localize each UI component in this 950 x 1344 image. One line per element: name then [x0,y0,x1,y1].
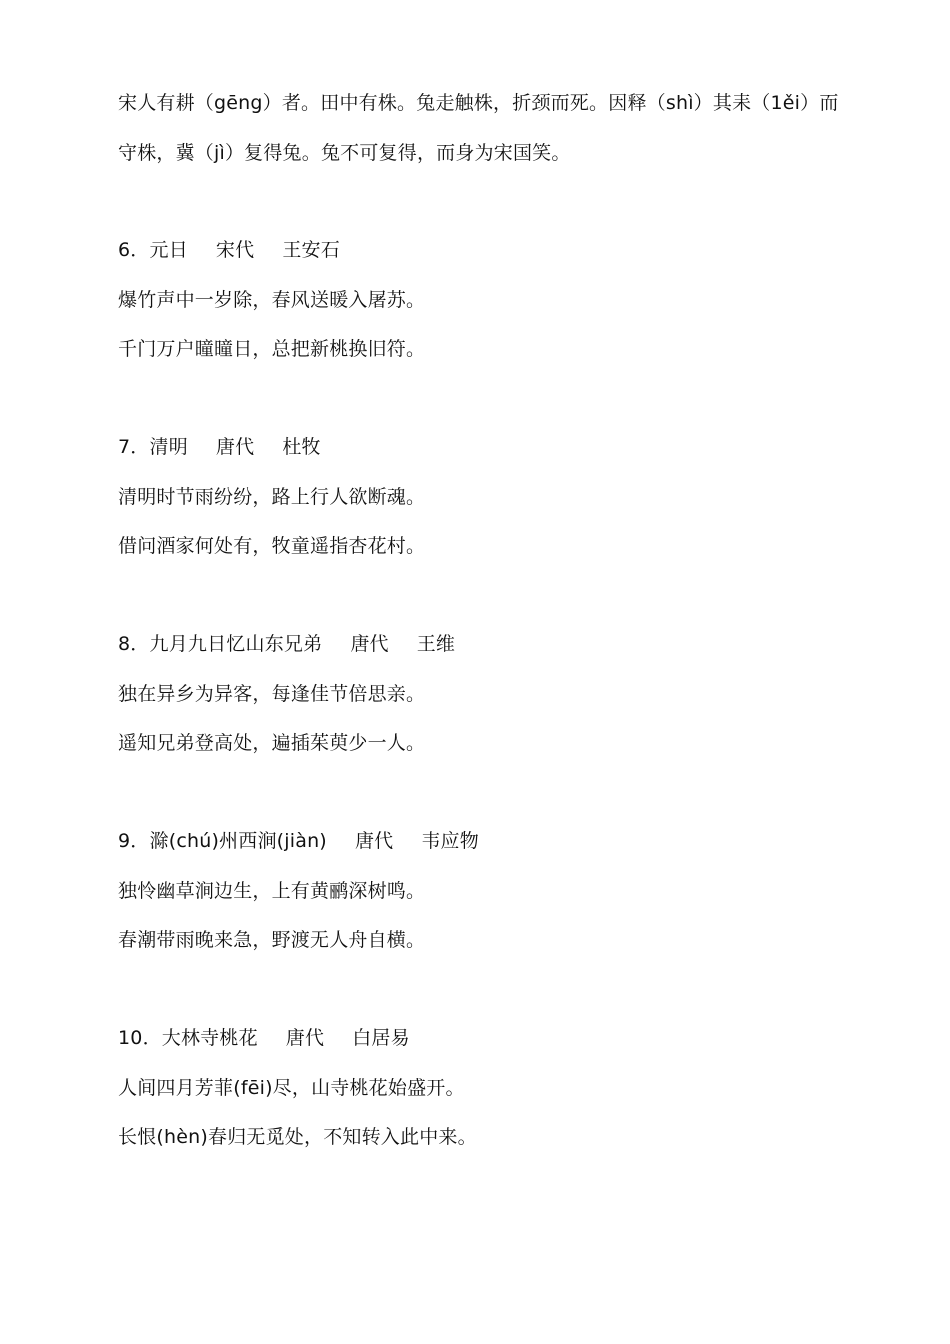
poem-author: 杜牧 [282,436,321,458]
poem-line: 借问酒家何处有，牧童遥指杏花村。 [118,535,426,557]
poem-number: 10． [118,1027,162,1049]
poem-number: 9． [118,830,150,852]
poem-dynasty: 唐代 [215,436,255,458]
poem-number: 7． [118,436,150,458]
poem-dynasty: 唐代 [350,633,389,655]
poem-heading [118,1026,410,1050]
poem-dynasty: 唐代 [285,1027,325,1049]
poem-line: 独在异乡为异客，每逢佳节倍思亲。 [118,683,426,705]
poem-heading [118,632,455,656]
poem-number: 6． [118,239,150,261]
poem-title: 九月九日忆山东兄弟 [149,633,323,655]
poem-number: 8． [118,633,150,655]
poem-line: 千门万户曈曈日，总把新桃换旧符。 [118,338,426,360]
poem-heading [118,435,321,459]
poem-line: 春潮带雨晚来急，野渡无人舟自横。 [118,929,426,951]
poem-author: 王维 [416,633,456,655]
poem-author: 王安石 [282,239,340,261]
poem-title: 元日 [149,239,188,261]
poem-dynasty: 宋代 [215,239,255,261]
intro-line-1: 宋人有耕（gēng）者。田中有株。兔走触株，折颈而死。因释（shì）其耒（1ěi）而 [118,92,839,114]
intro-line-2: 守株，冀（jì）复得兔。兔不可复得，而身为宋国笑。 [118,142,571,164]
poem-line: 长恨(hèn)春归无觅处，不知转入此中来。 [118,1126,477,1148]
poem-line: 清明时节雨纷纷，路上行人欲断魂。 [118,486,426,508]
poem-line: 人间四月芳菲(fēi)尽，山寺桃花始盛开。 [118,1077,465,1099]
poem-line: 遥知兄弟登高处，遍插茱萸少一人。 [118,732,426,754]
poem-title: 滁(chú)州西涧(jiàn) [149,830,327,852]
poem-author: 韦应物 [421,830,479,852]
poem-title: 清明 [149,436,188,458]
poem-line: 爆竹声中一岁除，春风送暖入屠苏。 [118,289,426,311]
poem-line: 独怜幽草涧边生，上有黄鹂深树鸣。 [118,880,426,902]
poem-heading [118,238,340,262]
poem-author: 白居易 [352,1027,410,1049]
poem-title: 大林寺桃花 [161,1027,258,1049]
poem-dynasty: 唐代 [354,830,394,852]
poem-heading [118,829,479,853]
